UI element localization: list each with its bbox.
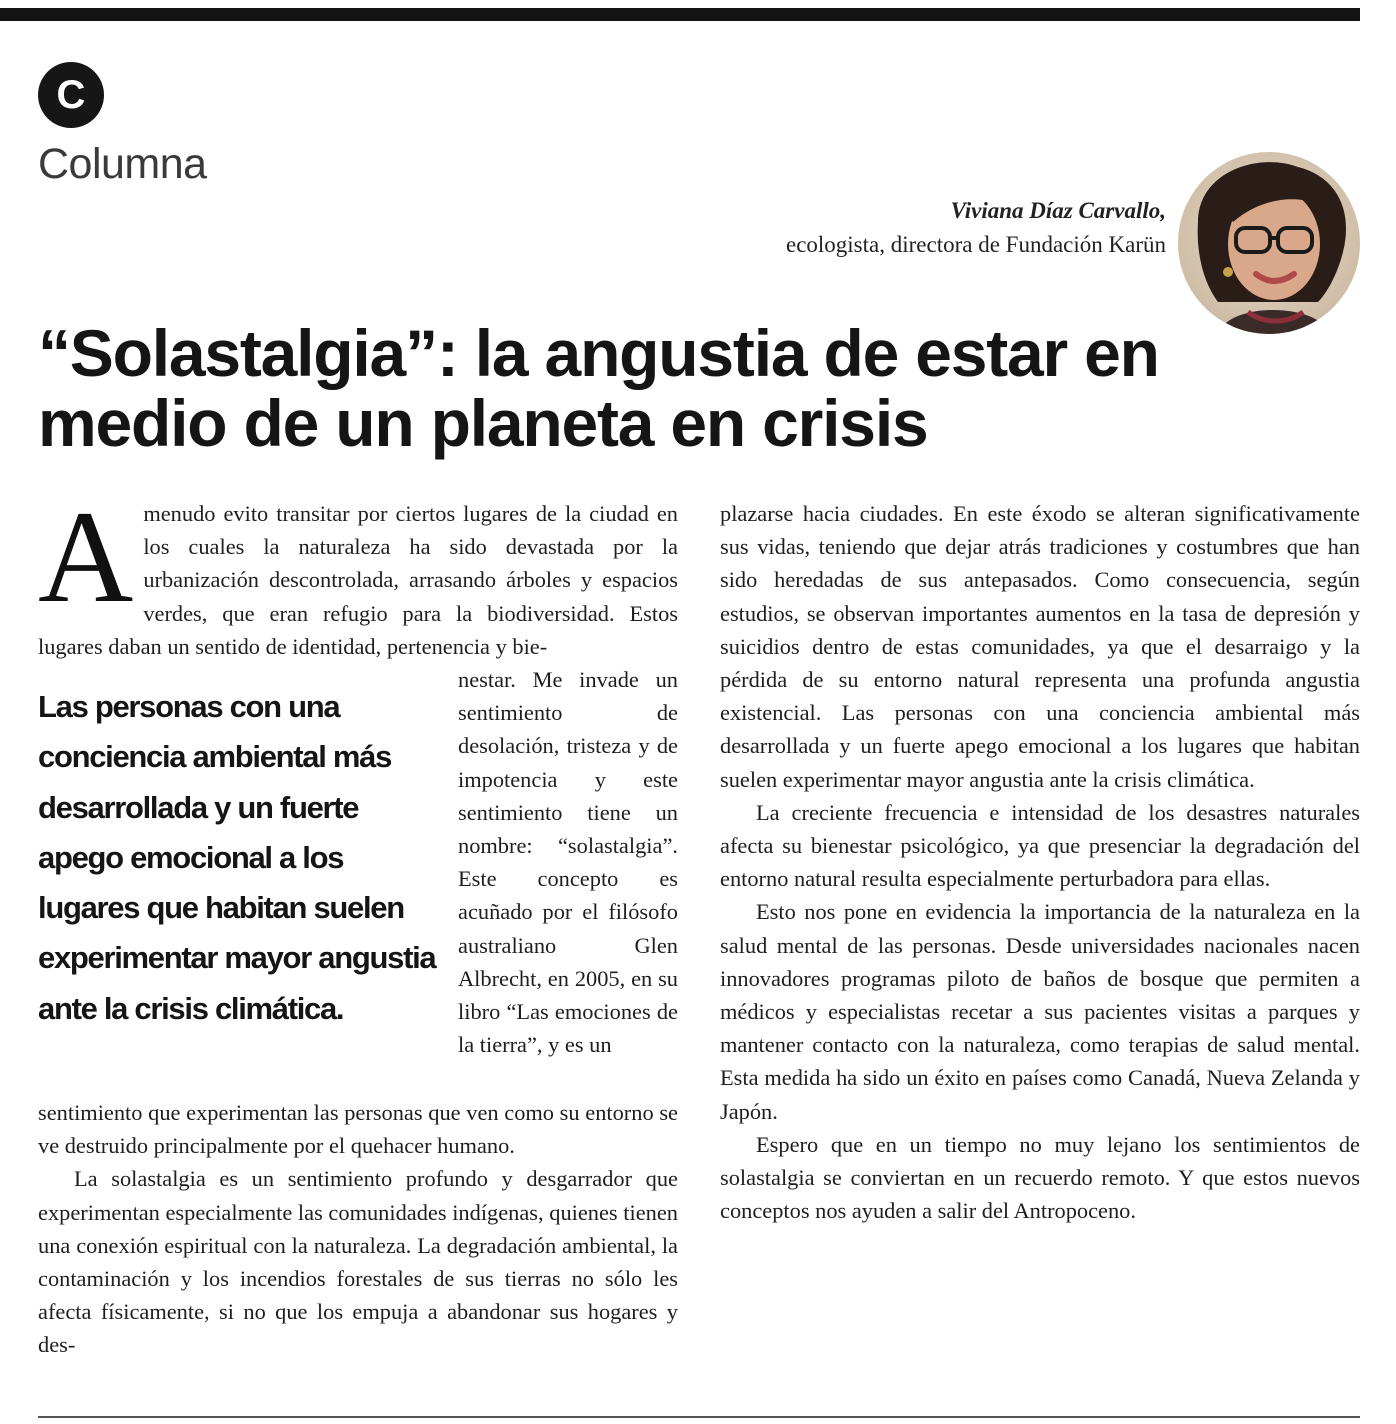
bottom-rule [38,1416,1360,1418]
body-left-top [38,483,678,663]
pull-quote: Las personas con una conciencia ambiental más desarrollada y un fuerte apego emocional a los lugares que habitan suelen experimentar mayor angustia ante la crisis climática. [38,689,436,1026]
paragraph-2-left: La solastalgia es un sentimiento profundo y desgarrador que experimentan especialmente las comunidades indígenas, quienes tienen una conexión espiritual con la naturaleza. La degradación ambiental, la contaminación y los incendios forestales de sus tierras no sólo les afecta físicamente, si no que los empuja a abandonar sus hogares y des- [38,1166,678,1358]
author-name: Viviana Díaz Carvallo, [950,198,1166,223]
section-label: Columna [38,140,207,188]
top-rule [0,8,1360,21]
paragraph-1-top [38,483,678,663]
body-right [720,497,1360,1227]
paragraph-5: Espero que en un tiempo no muy lejano los sentimientos de solastalgia se conviertan en un recuerdo remoto. Y que estos nuevos conceptos nos ayuden a salir del Antropoceno. [720,1131,1360,1224]
paragraph-1-bottom: sentimiento que experimentan las personas que ven como su entorno se ve destruido principalmente por el quehacer humano. [38,1100,678,1159]
body-left-bottom [38,1096,678,1362]
headline [38,318,1338,458]
paragraph-4: Esto nos pone en evidencia la importancia de la naturaleza en la salud mental de las personas. Desde universidades nacionales nacen innovadores programas piloto de baños de bosque que permiten a médicos y especialistas recetar a sus pacientes visitas a parques y mantener contacto con la naturaleza, como terapias de salud mental. Esta medida ha sido un éxito en países como Canadá, Nueva Zelanda y Japón. [720,899,1360,1124]
drop-cap: A [38,483,134,630]
paragraph-2-right: plazarse hacia ciudades. En este éxodo se alteran significativamente sus vidas, teniendo que dejar atrás tradiciones y costumbres que han sido heredadas de sus antepasados. Como consecuencia, según estudios, se observan importantes aumentos en la tasa de depresión y suicidios dentro de estas comunidades, ya que el desarraigo y la pérdida de su entorno natural representa una profunda angustia existencial. Las personas con una conciencia ambiental más desarrollada y un fuerte apego emocional a los lugares que habitan suelen experimentar mayor angustia ante la crisis climática. [720,501,1360,792]
section-badge-letter: C [56,72,86,117]
headline-line-1: “Solastalgia”: la angustia de estar en [38,316,1159,390]
author-role: ecologista, directora de Fundación Karün [785,232,1166,257]
author-portrait-svg [1178,152,1360,334]
body-left-narrow [458,663,678,1061]
section-badge [38,62,104,128]
paragraph-3: La creciente frecuencia e intensidad de los desastres naturales afecta su bienestar psicológico, ya que presenciar la degradación del entorno natural resulta especialmente perturbadora para ellas. [720,799,1360,892]
paragraph-1-top-text: menudo evito transitar por ciertos lugares de la ciudad en los cuales la naturaleza ha sido devastada por la urbanización descontrolada, arrasando árboles y espacios verdes, que eran refugio para la biodiversidad. Estos lugares daban un sentido de identidad, pertenencia y bie- [38,501,678,659]
author-portrait-icon [1178,152,1360,334]
paragraph-1-narrow: nestar. Me invade un sentimiento de desolación, tristeza y de impotencia y este sentimiento tiene un nombre: “solastalgia”. Este concepto es acuñado por el filósofo australiano Glen Albrecht, en 2005, en su libro “Las emociones de la tierra”, y es un [458,667,678,1058]
headline-line-2: medio de un planeta en crisis [38,386,928,460]
